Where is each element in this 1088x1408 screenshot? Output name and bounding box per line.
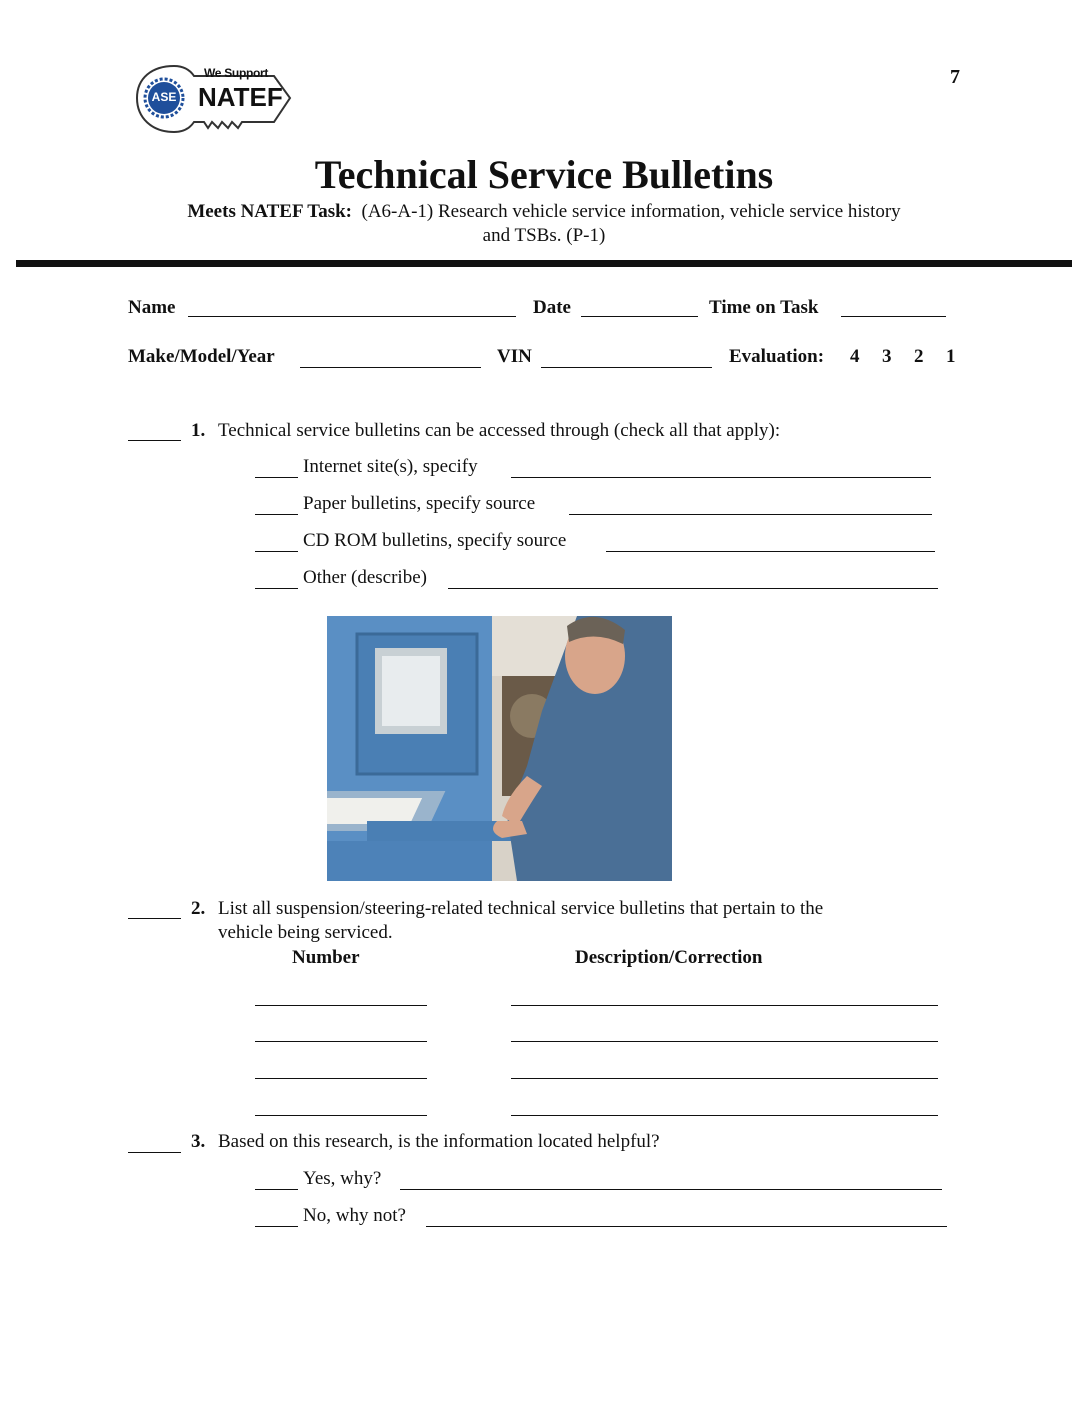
page-title: Technical Service Bulletins <box>314 152 774 197</box>
page-number: 7 <box>950 66 960 88</box>
q2-number-field-3[interactable] <box>255 1078 427 1079</box>
q1-option-4-checkbox[interactable] <box>255 588 298 589</box>
logo-badge-text: ASE <box>151 90 177 104</box>
q1-option-3-label: CD ROM bulletins, specify source <box>303 530 567 551</box>
logo-brand: NATEF <box>198 82 283 112</box>
q2-description-field-3[interactable] <box>511 1078 938 1079</box>
q1-option-4-label: Other (describe) <box>303 567 427 588</box>
q1-option-2-label: Paper bulletins, specify source <box>303 493 536 514</box>
q2-number-field-4[interactable] <box>255 1115 427 1116</box>
evaluation-score-3[interactable]: 3 <box>882 346 892 367</box>
technician-at-computer-photo <box>327 616 672 881</box>
vin-label: VIN <box>497 346 532 367</box>
q2-number-field-1[interactable] <box>255 1005 427 1006</box>
q2-text-line-2: vehicle being serviced. <box>218 922 393 943</box>
q2-description-field-1[interactable] <box>511 1005 938 1006</box>
name-label: Name <box>128 297 176 318</box>
time-on-task-field[interactable] <box>841 316 946 317</box>
task-description <box>0 200 1088 248</box>
q3-score-blank[interactable] <box>128 1152 181 1153</box>
task-line-1 <box>0 200 1088 224</box>
q1-option-1-checkbox[interactable] <box>255 477 298 478</box>
q3-number: 3. <box>191 1131 206 1152</box>
q1-option-2-checkbox[interactable] <box>255 514 298 515</box>
task-text-1: (A6-A-1) Research vehicle service information, vehicle service history <box>361 201 901 222</box>
evaluation-score-4[interactable]: 4 <box>850 346 860 367</box>
q2-text-line-1: List all suspension/steering-related technical service bulletins that pertain to the <box>218 898 824 919</box>
make-model-year-label: Make/Model/Year <box>128 346 275 367</box>
q1-number: 1. <box>191 420 206 441</box>
evaluation-score-2[interactable]: 2 <box>914 346 924 367</box>
q3-yes-checkbox[interactable] <box>255 1189 298 1190</box>
q3-no-checkbox[interactable] <box>255 1226 298 1227</box>
q1-option-3-answer[interactable] <box>606 551 935 552</box>
photo-illustration <box>327 616 672 881</box>
q2-description-field-4[interactable] <box>511 1115 938 1116</box>
q3-yes-answer[interactable] <box>400 1189 942 1190</box>
q3-yes-label: Yes, why? <box>303 1168 382 1189</box>
logo-tagline: We Support <box>204 66 269 80</box>
time-on-task-label: Time on Task <box>709 297 819 318</box>
evaluation-label: Evaluation: <box>729 346 825 367</box>
date-label: Date <box>533 297 571 318</box>
task-label: Meets NATEF Task: <box>187 201 352 222</box>
q3-no-label: No, why not? <box>303 1205 406 1226</box>
q3-no-answer[interactable] <box>426 1226 947 1227</box>
task-text-2: and TSBs. (P-1) <box>482 225 606 246</box>
q1-text: Technical service bulletins can be accessed through (check all that apply): <box>218 420 781 441</box>
q2-number-field-2[interactable] <box>255 1041 427 1042</box>
q2-score-blank[interactable] <box>128 918 181 919</box>
q1-option-1-answer[interactable] <box>511 477 931 478</box>
q2-number: 2. <box>191 898 206 919</box>
q1-option-1-label: Internet site(s), specify <box>303 456 478 477</box>
make-model-year-field[interactable] <box>300 367 481 368</box>
q1-option-3-checkbox[interactable] <box>255 551 298 552</box>
q2-column-number: Number <box>292 947 360 968</box>
date-field[interactable] <box>581 316 698 317</box>
q2-description-field-2[interactable] <box>511 1041 938 1042</box>
header-divider <box>16 260 1072 267</box>
q1-option-2-answer[interactable] <box>569 514 932 515</box>
q3-text: Based on this research, is the information located helpful? <box>218 1131 660 1152</box>
name-field[interactable] <box>188 316 516 317</box>
q2-column-description: Description/Correction <box>575 947 763 968</box>
q1-option-4-answer[interactable] <box>448 588 938 589</box>
vin-field[interactable] <box>541 367 712 368</box>
evaluation-score-1[interactable]: 1 <box>946 346 956 367</box>
natef-logo <box>134 62 294 136</box>
q1-score-blank[interactable] <box>128 440 181 441</box>
